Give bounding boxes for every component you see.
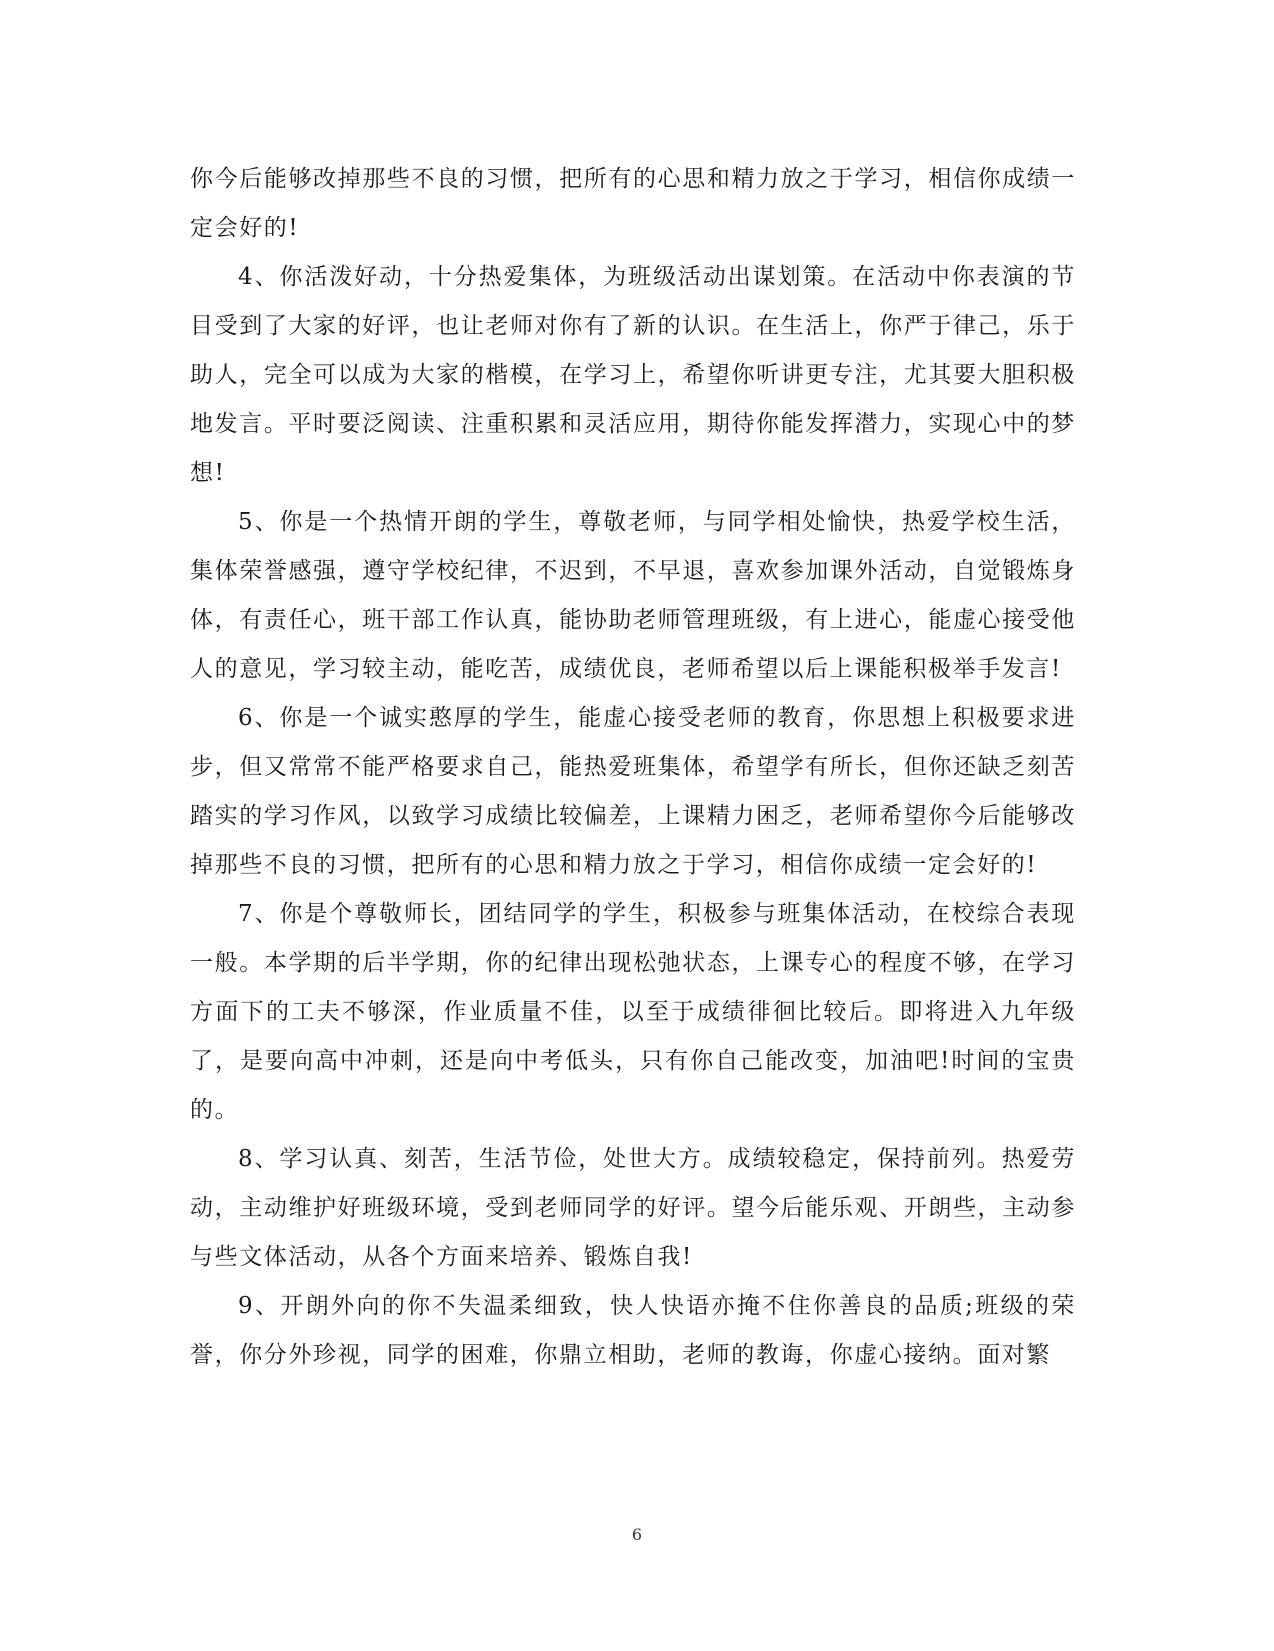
paragraph-item-7: 7、你是个尊敬师长，团结同学的学生，积极参与班集体活动，在校综合表现一般。本学期的后半学期，你的纪律出现松弛状态，上课专心的程度不够，在学习方面下的工夫不够深，作业质量不佳，以至于成绩徘徊比较后。即将进入九年级了，是要向高中冲刺，还是向中考低头，只有你自己能改变，加油吧!时间的宝贵的。 xyxy=(190,901,1076,1123)
paragraph-item-5: 5、你是一个热情开朗的学生，尊敬老师，与同学相处愉快，热爱学校生活，集体荣誉感强，遵守学校纪律，不迟到，不早退，喜欢参加课外活动，自觉锻炼身体，有责任心，班干部工作认真，能协助老师管理班级，有上进心，能虚心接受他人的意见，学习较主动，能吃苦，成绩优良，老师希望以后上课能积极举手发言! xyxy=(190,509,1076,682)
paragraph-item-9: 9、开朗外向的你不失温柔细致，快人快语亦掩不住你善良的品质;班级的荣誉，你分外珍视，同学的困难，你鼎立相助，老师的教诲，你虚心接纳。面对繁 xyxy=(190,1293,1076,1368)
page-number: 6 xyxy=(631,1525,643,1544)
paragraph-continuation: 你今后能够改掉那些不良的习惯，把所有的心思和精力放之于学习，相信你成绩一定会好的! xyxy=(190,166,1076,241)
paragraph-item-4: 4、你活泼好动，十分热爱集体，为班级活动出谋划策。在活动中你表演的节目受到了大家的好评，也让老师对你有了新的认识。在生活上，你严于律己，乐于助人，完全可以成为大家的楷模，在学习上，希望你听讲更专注，尤其要大胆积极地发言。平时要泛阅读、注重积累和灵活应用，期待你能发挥潜力，实现心中的梦想! xyxy=(190,264,1076,486)
paragraph-item-8: 8、学习认真、刻苦，生活节俭，处世大方。成绩较稳定，保持前列。热爱劳动，主动维护好班级环境，受到老师同学的好评。望今后能乐观、开朗些，主动参与些文体活动，从各个方面来培养、锻炼自我! xyxy=(190,1146,1076,1270)
paragraph-item-6: 6、你是一个诚实憨厚的学生，能虚心接受老师的教育，你思想上积极要求进步，但又常常不能严格要求自己，能热爱班集体，希望学有所长，但你还缺乏刻苦踏实的学习作风，以致学习成绩比较偏差，上课精力困乏，老师希望你今后能够改掉那些不良的习惯，把所有的心思和精力放之于学习，相信你成绩一定会好的! xyxy=(190,705,1076,878)
document-body xyxy=(190,155,1076,1380)
